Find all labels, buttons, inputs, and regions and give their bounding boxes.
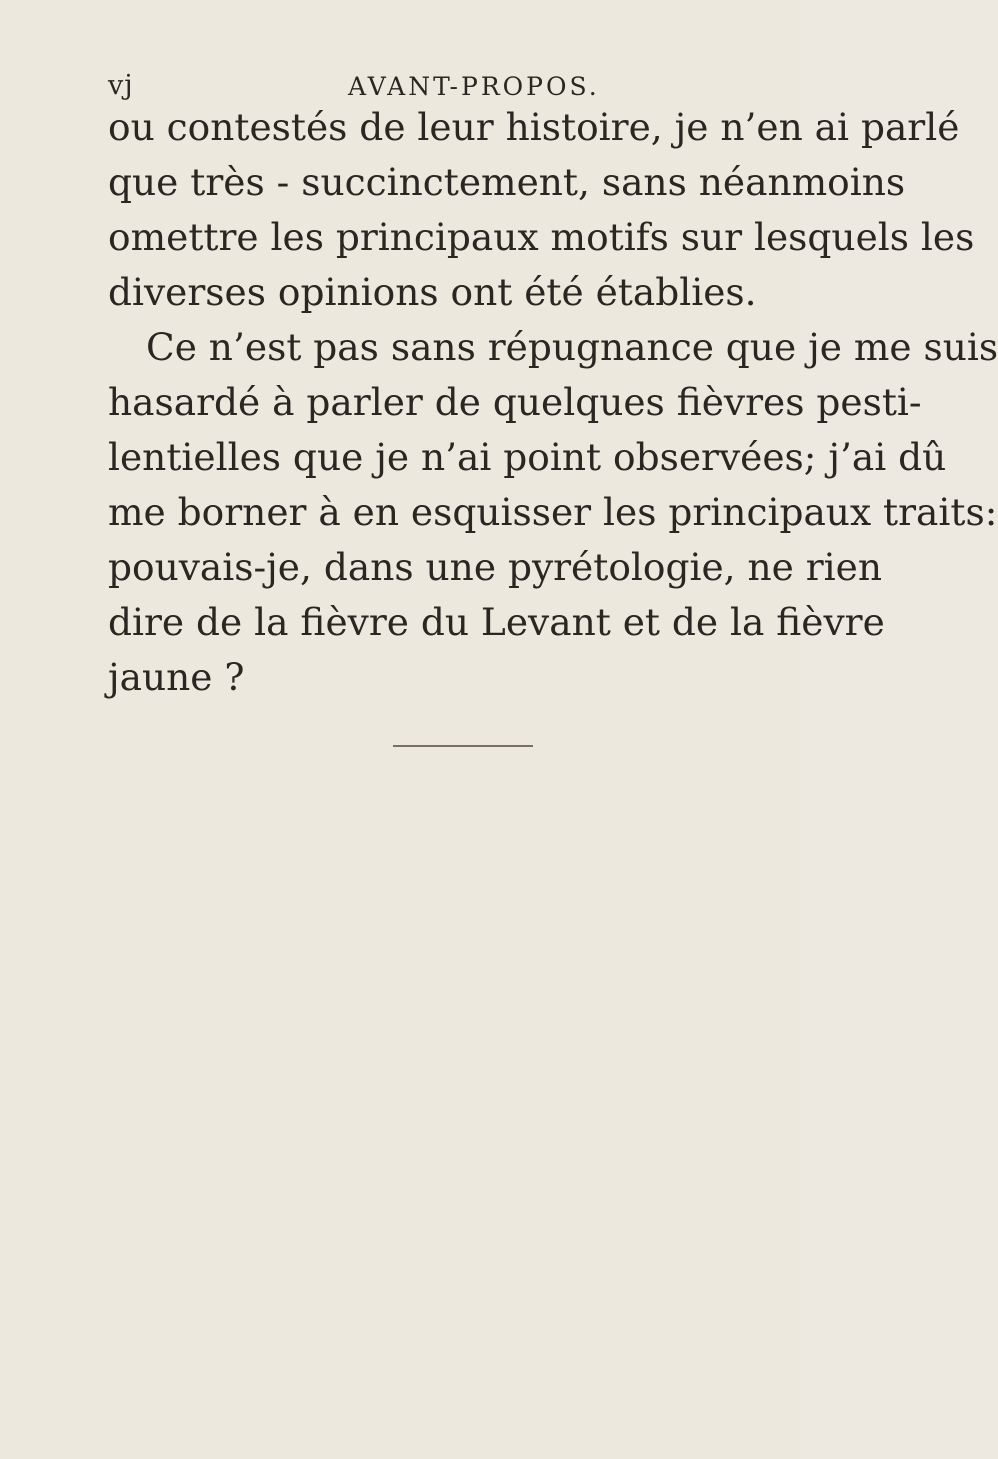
text-line: jaune ?: [108, 655, 245, 699]
text-line: que très - succinctement, sans néanmoins: [108, 160, 906, 204]
text-line: me borner à en esquisser les principaux traits:: [108, 490, 998, 534]
text-line: hasardé à parler de quelques fièvres pesti-: [108, 380, 922, 424]
section-end-rule: [393, 745, 533, 747]
text-line: dire de la fièvre du Levant et de la fièvre: [108, 600, 885, 644]
running-title: AVANT-PROPOS.: [348, 72, 600, 101]
body-text: [108, 100, 998, 705]
text-line: omettre les principaux motifs sur lesquels les: [108, 215, 975, 259]
text-line: lentielles que je n’ai point observées; j’ai dû: [108, 435, 947, 479]
page-number: vj: [108, 70, 134, 101]
page-header: [108, 60, 708, 100]
text-line: pouvais-je, dans une pyrétologie, ne rien: [108, 545, 883, 589]
text-line: ou contestés de leur histoire, je n’en ai parlé: [108, 105, 960, 149]
text-line: diverses opinions ont été établies.: [108, 270, 757, 314]
text-line: Ce n’est pas sans répugnance que je me suis: [146, 325, 998, 369]
